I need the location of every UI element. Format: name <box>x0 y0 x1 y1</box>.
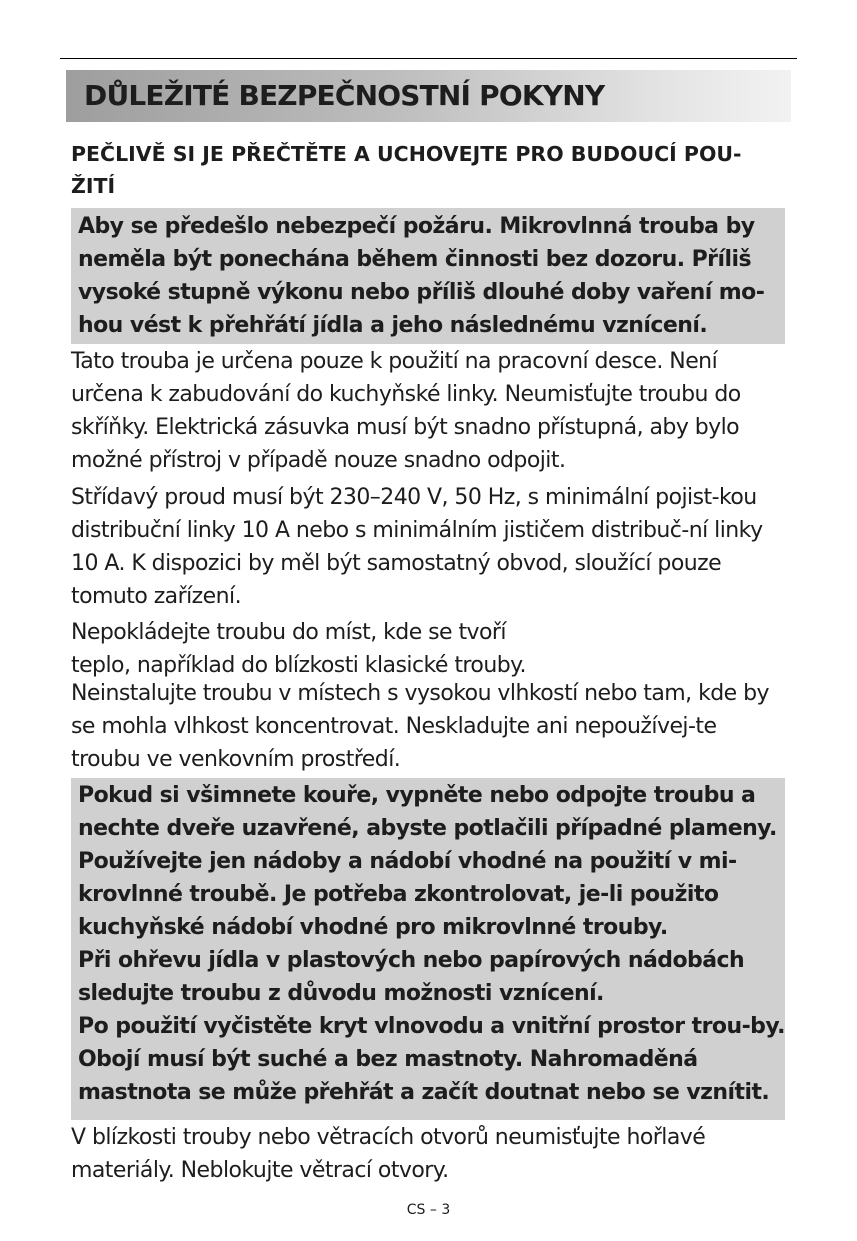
top-divider <box>60 58 797 59</box>
section-header <box>66 70 791 122</box>
page-title: DŮLEŽITÉ BEZPEČNOSTNÍ POKYNY <box>84 79 605 112</box>
page-number: CS – 3 <box>406 1202 451 1218</box>
warning-plastic-text: Při ohřevu jídla v plastových nebo papírových nádobách sledujte troubu z důvodu možnosti vznícení. <box>78 948 745 1006</box>
paragraph-power: Střídavý proud musí být 230–240 V, 50 Hz, s minimální pojist-kou distribuční linky 10 A nebo s minimálním jističem distribuč-ní linky 10 A. K dispozici by měl být samostatný obvod, sloužící pouze tomuto zařízení. <box>71 485 763 609</box>
warning-cleaning-text: Po použití vyčistěte kryt vlnovodu a vnitřní prostor trou-by. Obojí musí být suché a bez mastnoty. Nahromaděná mastnota se může přehřát a začít doutnat nebo se vznítit. <box>78 1014 785 1105</box>
warning-text: Aby se předešlo nebezpečí požáru. Mikrovlnná trouba by neměla být ponechána během činnosti bez dozoru. Příliš vysoké stupně výkonu nebo příliš dlouhé doby vaření mo-hou vést k přehřátí jídla a jeho následnému vznícení. <box>78 214 765 338</box>
warning-box-fire <box>71 208 785 344</box>
warning-smoke-text: Pokud si všimnete kouře, vypněte nebo odpojte troubu a nechte dveře uzavřené, abyste potlačili případné plameny. <box>78 783 777 841</box>
warning-box-smoke <box>71 778 785 1120</box>
paragraph-flammables: V blízkosti trouby nebo větracích otvorů neumisťujte hořlavé materiály. Neblokujte větrací otvory. <box>71 1125 706 1183</box>
subtitle: PEČLIVĚ SI JE PŘEČTĚTE A UCHOVEJTE PRO BUDOUCÍ POU-ŽITÍ <box>71 142 742 198</box>
paragraph-heat: Nepokládejte troubu do míst, kde se tvoří teplo, například do blízkosti klasické trouby. <box>71 620 526 678</box>
warning-cookware-text: Používejte jen nádoby a nádobí vhodné na použití v mi-krovlnné troubě. Je potřeba zkontrolovat, je-li použito kuchyňské nádobí vhodné pro mikrovlnné trouby. <box>78 849 737 940</box>
paragraph-humidity: Neinstalujte troubu v místech s vysokou vlhkostí nebo tam, kde by se mohla vlhkost koncentrovat. Neskladujte ani nepoužívej-te troubu ve venkovním prostředí. <box>71 681 769 772</box>
paragraph-placement: Tato trouba je určena pouze k použití na pracovní desce. Není určena k zabudování do kuchyňské linky. Neumisťujte troubu do skříňky. Elektrická zásuvka musí být snadno přístupná, aby bylo možné přístroj v případě nouze snadno odpojit. <box>71 349 741 473</box>
